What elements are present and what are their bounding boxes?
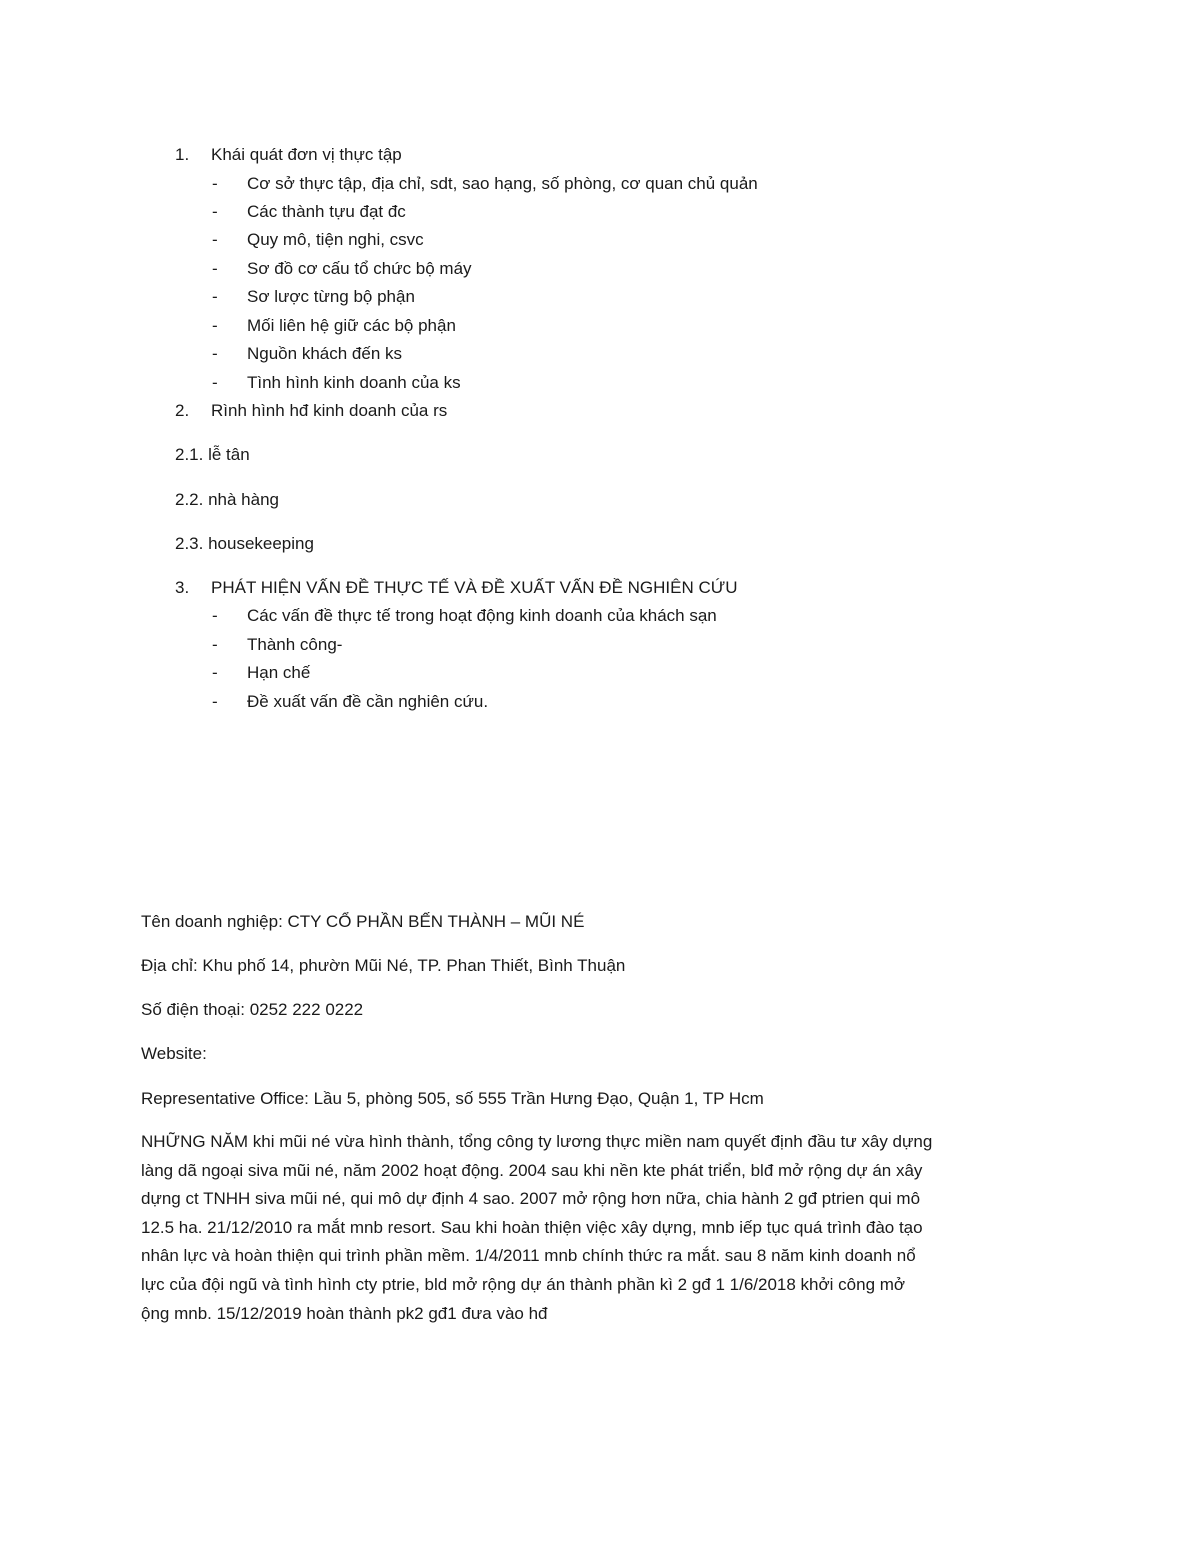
- bullet-item: [212, 316, 456, 336]
- bullet-item: [212, 287, 415, 307]
- bullet-dash: -: [212, 373, 218, 392]
- company-phone: Số điện thoại: 0252 222 0222: [141, 1000, 364, 1019]
- paragraph-line: NHỮNG NĂM khi mũi né vừa hình thành, tổng công ty lương thực miền nam quyết định đầu tư xây dựng: [141, 1132, 933, 1151]
- bullet-dash: -: [212, 663, 218, 682]
- outline-number: 1.: [175, 145, 190, 164]
- outline-number: 3.: [175, 578, 190, 597]
- bullet-text: Sơ lược từng bộ phận: [247, 287, 415, 306]
- outline-text: Rình hình hđ kinh doanh của rs: [211, 401, 448, 420]
- bullet-text: Thành công-: [247, 635, 343, 654]
- company-address: Địa chỉ: Khu phố 14, phườn Mũi Né, TP. Phan Thiết, Bình Thuận: [141, 956, 626, 975]
- bullet-dash: -: [212, 316, 218, 335]
- bullet-text: Các thành tựu đạt đc: [247, 202, 406, 221]
- bullet-dash: -: [212, 692, 218, 711]
- subheading-2-2: 2.2. nhà hàng: [175, 490, 279, 509]
- paragraph-line: ộng mnb. 15/12/2019 hoàn thành pk2 gđ1 đưa vào hđ: [141, 1303, 548, 1323]
- bullet-item: [212, 692, 488, 712]
- outline-text: Khái quát đơn vị thực tập: [211, 145, 402, 164]
- paragraph-line: lực của đội ngũ và tình hình cty ptrie, bld mở rộng dự án thành phần kì 2 gđ 1 1/6/2018 khởi công mở: [141, 1274, 906, 1294]
- bullet-text: Nguồn khách đến ks: [247, 344, 402, 363]
- bullet-dash: -: [212, 174, 218, 193]
- bullet-text: Tình hình kinh doanh của ks: [247, 373, 461, 392]
- company-website: Website:: [141, 1044, 207, 1063]
- representative-office: Representative Office: Lầu 5, phòng 505, số 555 Trần Hưng Đạo, Quận 1, TP Hcm: [141, 1089, 764, 1108]
- bullet-item: [212, 230, 424, 250]
- bullet-text: Mối liên hệ giữ các bộ phận: [247, 316, 456, 335]
- bullet-text: Đề xuất vấn đề cần nghiên cứu.: [247, 692, 489, 711]
- bullet-item: [212, 202, 406, 222]
- bullet-text: Hạn chế: [247, 663, 311, 682]
- history-paragraph: [141, 1128, 1071, 1328]
- subheading-2-1: 2.1. lễ tân: [175, 445, 250, 464]
- bullet-text: Cơ sở thực tập, địa chỉ, sdt, sao hạng, số phòng, cơ quan chủ quản: [247, 174, 758, 193]
- outline-number: 2.: [175, 401, 190, 420]
- bullet-item: [212, 635, 342, 655]
- bullet-item: [212, 174, 758, 194]
- bullet-dash: -: [212, 259, 218, 278]
- outline-item-1: [175, 145, 402, 165]
- bullet-item: [212, 259, 472, 279]
- bullet-item: [212, 606, 717, 626]
- bullet-text: Các vấn đề thực tế trong hoạt động kinh doanh của khách sạn: [247, 606, 717, 625]
- paragraph-line: nhân lực và hoàn thiện qui trình phần mềm. 1/4/2011 mnb chính thức ra mắt. sau 8 năm kinh doanh nổ: [141, 1246, 916, 1266]
- bullet-dash: -: [212, 344, 218, 363]
- bullet-text: Sơ đồ cơ cấu tổ chức bộ máy: [247, 259, 472, 278]
- bullet-dash: -: [212, 606, 218, 625]
- paragraph-line: dựng ct TNHH siva mũi né, qui mô dự định 4 sao. 2007 mở rộng hơn nữa, chia hành 2 gđ ptrien qui mô: [141, 1189, 921, 1209]
- subheading-2-3: 2.3. housekeeping: [175, 534, 314, 553]
- company-name: Tên doanh nghiệp: CTY CỔ PHẦN BẾN THÀNH – MŨI NÉ: [141, 912, 585, 931]
- bullet-text: Quy mô, tiện nghi, csvc: [247, 230, 424, 249]
- bullet-dash: -: [212, 230, 218, 249]
- bullet-dash: -: [212, 202, 218, 221]
- bullet-dash: -: [212, 635, 218, 654]
- bullet-item: [212, 373, 461, 393]
- paragraph-line: làng dã ngoại siva mũi né, năm 2002 hoạt động. 2004 sau khi nền kte phát triển, blđ mở rộng dự án xây: [141, 1160, 923, 1180]
- bullet-dash: -: [212, 287, 218, 306]
- paragraph-line: 12.5 ha. 21/12/2010 ra mắt mnb resort. Sau khi hoàn thiện việc xây dựng, mnb iếp tục quá trình đào tạo: [141, 1217, 923, 1237]
- outline-item-2: [175, 401, 447, 421]
- outline-text: PHÁT HIỆN VẤN ĐỀ THỰC TẾ VÀ ĐỀ XUẤT VẤN ĐỀ NGHIÊN CỨU: [211, 578, 738, 597]
- bullet-item: [212, 344, 402, 364]
- outline-item-3: [175, 578, 738, 598]
- bullet-item: [212, 663, 310, 683]
